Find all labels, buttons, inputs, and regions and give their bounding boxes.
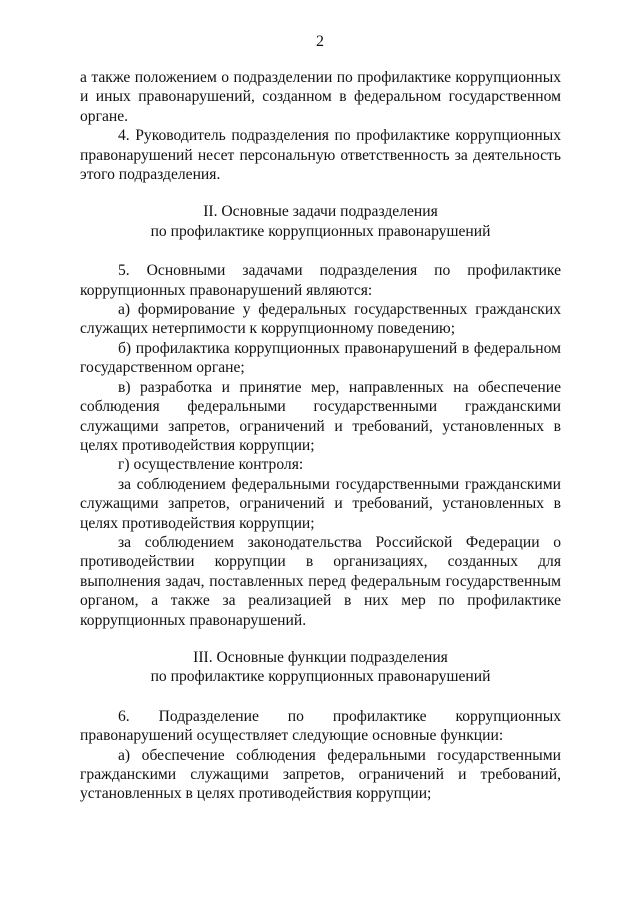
paragraph-item-5v: в) разработка и принятие мер, направленных на обеспечение соблюдения федеральными государственными гражданскими служащими запретов, ограничений и требований, установленных в целях противодействия коррупции; [80,378,561,454]
paragraph-item-6: 6. Подразделение по профилактике коррупционных правонарушений осуществляет следующие основные функции: [80,707,561,745]
paragraph-item-5: 5. Основными задачами подразделения по профилактике коррупционных правонарушений являются: [80,262,561,299]
paragraph-control-1: за соблюдением федеральными государственными гражданскими служащими запретов, ограничений и требований, установленных в целях противодействия коррупции; [80,475,561,532]
document-body [80,68,561,804]
paragraph-item-5b: б) профилактика коррупционных правонарушений в федеральном государственном органе; [80,339,561,377]
paragraph-item-5g: г) осуществление контроля: [118,456,304,474]
section-2-title-line2: по профилактике коррупционных правонарушений [150,222,491,240]
paragraph-item-6a: а) обеспечение соблюдения федеральными государственными гражданскими служащими запретов, ограничений и требований, установленных в целях противодействия коррупции; [80,746,561,803]
page-number: 2 [316,33,324,50]
paragraph-continuation: а также положением о подразделении по профилактике коррупционных и иных правонарушений, созданном в федеральном государственном органе. [80,69,561,125]
paragraph-control-2: за соблюдением законодательства Российской Федерации о противодействии коррупции в организациях, созданных для выполнения задач, поставленных перед федеральным государственным органом, а также за реализацией в них мер по профилактике коррупционных правонарушений. [80,533,561,629]
paragraph-item-4: 4. Руководитель подразделения по профилактике коррупционных правонарушений несет персональную ответственность за деятельность этого подразделения. [80,127,561,184]
section-3-title-line2: по профилактике коррупционных правонарушений [150,668,491,686]
section-2-title-line1: II. Основные задачи подразделения [203,203,438,221]
paragraph-item-5a: а) формирование у федеральных государственных гражданских служащих нетерпимости к коррупционному поведению; [80,301,561,338]
section-3-title-line1: III. Основные функции подразделения [193,648,448,666]
